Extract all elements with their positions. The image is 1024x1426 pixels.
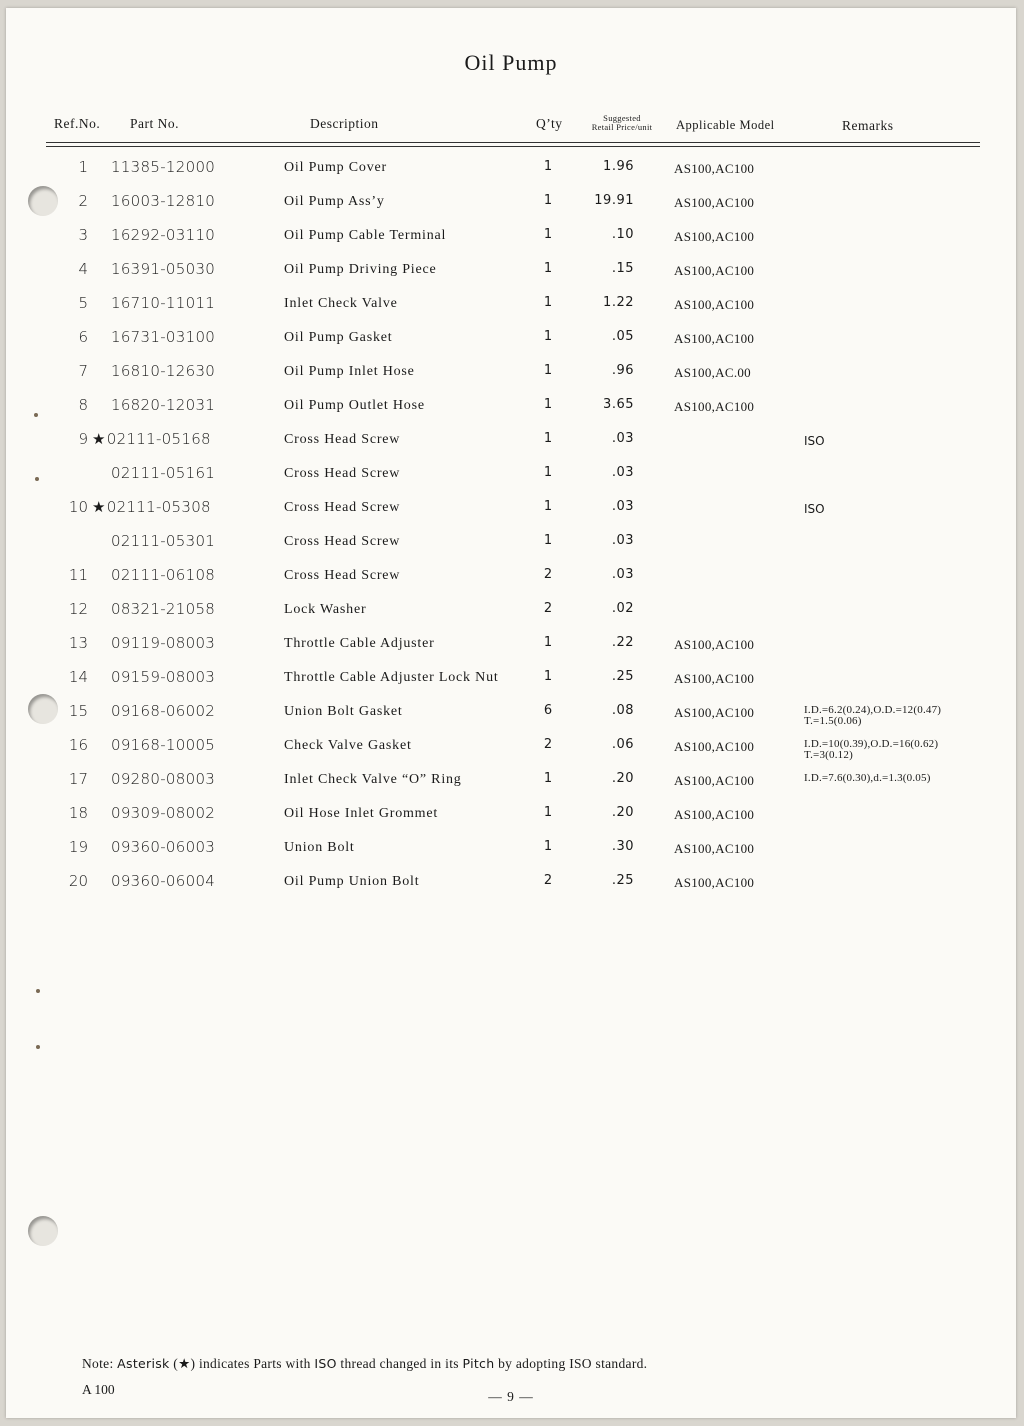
- note-star: (★): [173, 1356, 196, 1371]
- paper-speck: [36, 989, 40, 993]
- quantity: 1: [543, 669, 553, 684]
- price: .03: [611, 533, 634, 548]
- description: Lock Washer: [284, 602, 367, 617]
- ref-number: 19: [68, 838, 88, 856]
- applicable-model: AS100,AC100: [674, 875, 755, 890]
- quantity: 2: [543, 737, 553, 752]
- quantity: 1: [543, 805, 553, 820]
- price: .20: [611, 805, 634, 820]
- part-number-text: 02111-05161: [111, 464, 216, 482]
- ref-number: 5: [78, 294, 88, 312]
- table-row: [6, 430, 1016, 464]
- header-applicable-model: Applicable Model: [676, 118, 775, 132]
- remarks: I.D.=7.6(0.30),d.=1.3(0.05): [804, 772, 931, 784]
- table-row: [6, 498, 1016, 532]
- table-row: [6, 396, 1016, 430]
- header-rule-bottom: [46, 146, 980, 147]
- price: .20: [611, 771, 634, 786]
- part-number: [110, 226, 250, 244]
- part-number-text: 09280-08003: [111, 770, 216, 788]
- part-number: [110, 396, 250, 414]
- part-number-text: 09309-08002: [111, 804, 216, 822]
- description: Union Bolt: [284, 840, 355, 855]
- price: 3.65: [603, 397, 634, 412]
- paper-speck: [36, 1045, 40, 1049]
- description: Oil Pump Cable Terminal: [284, 228, 447, 243]
- part-number: [110, 770, 250, 788]
- header-price-line2: Retail Price/unit: [591, 122, 653, 132]
- binder-hole-bottom: [28, 1216, 58, 1246]
- header-quantity: Q’ty: [536, 116, 563, 131]
- price: .30: [611, 839, 634, 854]
- ref-number: 11: [68, 566, 88, 584]
- binder-hole-top: [28, 186, 58, 216]
- description: Cross Head Screw: [284, 432, 401, 447]
- applicable-model: AS100,AC100: [674, 739, 755, 754]
- price: .03: [611, 431, 634, 446]
- price: 19.91: [594, 193, 634, 208]
- applicable-model: AS100,AC100: [674, 637, 755, 652]
- table-row: [6, 600, 1016, 634]
- part-number: [110, 158, 250, 176]
- binder-hole-middle: [28, 694, 58, 724]
- price: .03: [611, 465, 634, 480]
- part-number-text: 16710-11011: [111, 294, 216, 312]
- applicable-model: AS100,AC100: [674, 671, 755, 686]
- note-pitch: Pitch: [462, 1356, 495, 1371]
- description: Union Bolt Gasket: [284, 704, 403, 719]
- part-number: [110, 804, 250, 822]
- note-mid1: indicates Parts with: [195, 1356, 315, 1371]
- quantity: 6: [543, 703, 553, 718]
- table-row: [6, 464, 1016, 498]
- part-number: [110, 362, 250, 380]
- table-row: [6, 226, 1016, 260]
- table-row: [6, 192, 1016, 226]
- quantity: 1: [543, 329, 553, 344]
- description: Oil Pump Inlet Hose: [284, 364, 415, 379]
- quantity: 1: [543, 533, 553, 548]
- part-number: [110, 566, 250, 584]
- quantity: 1: [543, 635, 553, 650]
- ref-number: 18: [68, 804, 88, 822]
- ref-number: 9: [78, 430, 88, 448]
- price: 1.96: [603, 159, 634, 174]
- part-number: [110, 736, 250, 754]
- paper-speck: [35, 477, 39, 481]
- remarks: I.D.=6.2(0.24),O.D.=12(0.47) T.=1.5(0.06): [804, 704, 942, 727]
- part-number: [110, 668, 250, 686]
- table-row: [6, 770, 1016, 804]
- ref-number: 2: [78, 192, 88, 210]
- quantity: 1: [543, 499, 553, 514]
- applicable-model: AS100,AC100: [674, 161, 755, 176]
- applicable-model: AS100,AC100: [674, 399, 755, 414]
- price: .25: [611, 873, 634, 888]
- part-number-text: 09168-10005: [111, 736, 216, 754]
- part-number-text: 16820-12031: [111, 396, 216, 414]
- description: Oil Pump Ass’y: [284, 194, 385, 209]
- price: .03: [611, 499, 634, 514]
- iso-star-icon: ★: [92, 498, 106, 516]
- applicable-model: AS100,AC100: [674, 841, 755, 856]
- header-price: [580, 114, 664, 132]
- price: .10: [611, 227, 634, 242]
- table-row: [6, 838, 1016, 872]
- quantity: 1: [543, 465, 553, 480]
- description: Check Valve Gasket: [284, 738, 412, 753]
- table-row: [6, 804, 1016, 838]
- quantity: 1: [543, 261, 553, 276]
- applicable-model: AS100,AC100: [674, 263, 755, 278]
- header-ref-no: Ref.No.: [54, 116, 101, 131]
- part-number-text: 09168-06002: [111, 702, 216, 720]
- part-number-text: 02111-05168: [106, 430, 211, 448]
- header-description: Description: [310, 116, 379, 131]
- table-row: [6, 736, 1016, 770]
- applicable-model: AS100,AC100: [674, 705, 755, 720]
- table-row: [6, 668, 1016, 702]
- note-asterisk: Asterisk: [117, 1356, 170, 1371]
- quantity: 1: [543, 363, 553, 378]
- part-number: [110, 838, 250, 856]
- paper-speck: [34, 413, 38, 417]
- part-number: [110, 260, 250, 278]
- table-row: [6, 566, 1016, 600]
- table-row: [6, 328, 1016, 362]
- ref-number: 14: [68, 668, 88, 686]
- description: Cross Head Screw: [284, 466, 401, 481]
- description: Oil Pump Gasket: [284, 330, 393, 345]
- ref-number: 15: [68, 702, 88, 720]
- part-number: [110, 872, 250, 890]
- price: 1.22: [603, 295, 634, 310]
- quantity: 1: [543, 159, 553, 174]
- price: .05: [611, 329, 634, 344]
- part-number-text: 02111-05308: [106, 498, 211, 516]
- part-number: [92, 498, 232, 516]
- part-number-text: 09119-08003: [111, 634, 216, 652]
- description: Inlet Check Valve “O” Ring: [284, 772, 462, 787]
- description: Oil Pump Union Bolt: [284, 874, 420, 889]
- price: .06: [611, 737, 634, 752]
- quantity: 1: [543, 295, 553, 310]
- description: Inlet Check Valve: [284, 296, 398, 311]
- price: .15: [611, 261, 634, 276]
- part-number: [110, 702, 250, 720]
- quantity: 1: [543, 771, 553, 786]
- description: Oil Pump Driving Piece: [284, 262, 437, 277]
- part-number: [110, 294, 250, 312]
- applicable-model: AS100,AC100: [674, 297, 755, 312]
- quantity: 1: [543, 397, 553, 412]
- part-number-text: 02111-06108: [111, 566, 216, 584]
- description: Cross Head Screw: [284, 534, 401, 549]
- price: .08: [611, 703, 634, 718]
- quantity: 1: [543, 227, 553, 242]
- part-number: [110, 328, 250, 346]
- quantity: 2: [543, 873, 553, 888]
- table-row: [6, 702, 1016, 736]
- table-row: [6, 362, 1016, 396]
- header-part-no: Part No.: [130, 116, 179, 131]
- part-number-text: 09360-06003: [111, 838, 216, 856]
- description: Cross Head Screw: [284, 568, 401, 583]
- note-iso: ISO: [314, 1356, 337, 1371]
- header-remarks: Remarks: [842, 118, 894, 133]
- price: .25: [611, 669, 634, 684]
- part-number: [92, 430, 232, 448]
- part-number: [110, 634, 250, 652]
- header-rule-top: [46, 142, 980, 143]
- part-number-text: 02111-05301: [111, 532, 216, 550]
- applicable-model: AS100,AC100: [674, 229, 755, 244]
- ref-number: 20: [68, 872, 88, 890]
- header-price-line1: Suggested: [603, 113, 641, 123]
- applicable-model: AS100,AC100: [674, 331, 755, 346]
- quantity: 2: [543, 567, 553, 582]
- ref-number: 16: [68, 736, 88, 754]
- applicable-model: AS100,AC.00: [674, 365, 751, 380]
- description: Throttle Cable Adjuster: [284, 636, 435, 651]
- description: Cross Head Screw: [284, 500, 401, 515]
- table-row: [6, 294, 1016, 328]
- quantity: 1: [543, 839, 553, 854]
- part-number-text: 09360-06004: [111, 872, 216, 890]
- table-row: [6, 532, 1016, 566]
- part-number-text: 11385-12000: [111, 158, 216, 176]
- part-number-text: 08321-21058: [111, 600, 216, 618]
- note-suffix: by adopting ISO standard.: [494, 1356, 648, 1371]
- description: Oil Hose Inlet Grommet: [284, 806, 439, 821]
- ref-number: 13: [68, 634, 88, 652]
- part-number: [110, 532, 250, 550]
- ref-number: 8: [78, 396, 88, 414]
- quantity: 1: [543, 193, 553, 208]
- ref-number: 4: [78, 260, 88, 278]
- part-number-text: 16003-12810: [111, 192, 216, 210]
- table-row: [6, 158, 1016, 192]
- part-number: [110, 464, 250, 482]
- part-number: [110, 600, 250, 618]
- price: .02: [611, 601, 634, 616]
- ref-number: 12: [68, 600, 88, 618]
- table-row: [6, 260, 1016, 294]
- part-number-text: 16391-05030: [111, 260, 216, 278]
- table-row: [6, 872, 1016, 906]
- iso-remark: ISO: [804, 502, 825, 516]
- iso-star-icon: ★: [92, 430, 106, 448]
- price: .03: [611, 567, 634, 582]
- note-mid2: thread changed in its: [336, 1356, 463, 1371]
- catalog-page: [6, 8, 1016, 1418]
- applicable-model: AS100,AC100: [674, 807, 755, 822]
- ref-number: 1: [78, 158, 88, 176]
- description: Throttle Cable Adjuster Lock Nut: [284, 670, 499, 685]
- table-row: [6, 634, 1016, 668]
- description: Oil Pump Cover: [284, 160, 387, 175]
- ref-number: 6: [78, 328, 88, 346]
- price: .96: [611, 363, 634, 378]
- part-number-text: 16731-03100: [111, 328, 216, 346]
- description: Oil Pump Outlet Hose: [284, 398, 425, 413]
- footer-model-code: A 100: [82, 1382, 115, 1397]
- ref-number: 7: [78, 362, 88, 380]
- quantity: 2: [543, 601, 553, 616]
- ref-number: 10: [68, 498, 88, 516]
- quantity: 1: [543, 431, 553, 446]
- applicable-model: AS100,AC100: [674, 773, 755, 788]
- note-prefix: Note:: [82, 1356, 118, 1371]
- ref-number: 17: [68, 770, 88, 788]
- part-number-text: 09159-08003: [111, 668, 216, 686]
- part-number-text: 16292-03110: [111, 226, 216, 244]
- ref-number: 3: [78, 226, 88, 244]
- part-number-text: 16810-12630: [111, 362, 216, 380]
- page-title: Oil Pump: [464, 50, 558, 75]
- applicable-model: AS100,AC100: [674, 195, 755, 210]
- part-number: [110, 192, 250, 210]
- page-number: — 9 —: [488, 1389, 534, 1404]
- iso-remark: ISO: [804, 434, 825, 448]
- footnote: [82, 1356, 647, 1372]
- remarks: I.D.=10(0.39),O.D.=16(0.62) T.=3(0.12): [804, 738, 939, 761]
- price: .22: [611, 635, 634, 650]
